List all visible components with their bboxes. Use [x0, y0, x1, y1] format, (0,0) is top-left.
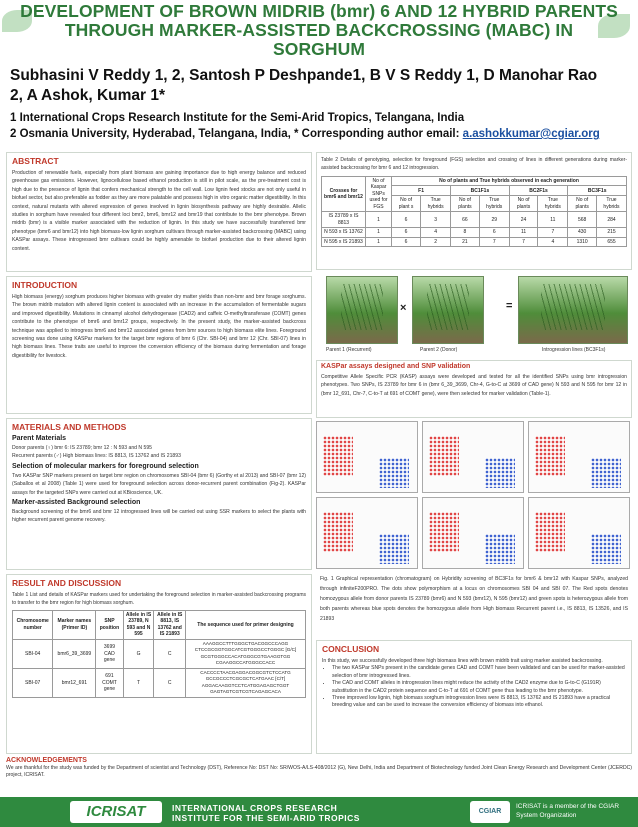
t1-cell: G [123, 639, 154, 668]
plants-figure [316, 274, 632, 360]
t2-sub-header: No of plant s [392, 196, 421, 212]
t2-cell: 6 [479, 228, 509, 238]
kaspar-section [316, 360, 632, 418]
table-row [13, 639, 306, 668]
intro-text: High biomass (energy) sorghum produces higher biomass with greater dry matter yields than non-bmr and bmr forage sorghums. The brown midrib mutation with altered lignin content is associated with an increase in the accumulation of fermentable sugars and improved digestibility. Mutations in cinnamyl alcohol dehydrogenase (CAD2) and caffeic O-methyltransferase (COMT) genes contribute to the phenotype of bmr6 and bmr12 groups, respectively. In the present study, the marker-assisted backcross technique was applied to introgress bmr6 and bmr12 associated genes from bmr sources to high biomass elite lines. Foreground screening was done using KASPar markers for the target bmr regions of bmr 6 (Chr. SBI-04) and bmr 12 (Chr. SBI-07) lines in high biomass lines. These traits are useful to improve the conversion efficiency of the biomass during fermentation and forage digestibility for livestock. [12, 294, 306, 359]
t2-cell: 7 [479, 237, 509, 247]
t1-header-cell: Marker names (Primer ID) [53, 610, 96, 639]
table-row [322, 237, 627, 247]
results-heading: RESULT AND DISCUSSION [12, 578, 122, 588]
t2-cell: 1310 [568, 237, 597, 247]
t2-cell: 11 [509, 228, 538, 238]
conclusion-bullet: • The CAD and COMT alleles in introgression lines might reduce the activity of the CAD2 enzyme due to G-to-C (G191R) substitution in the CAD2 protein sequence and C-to-T at 691 of COMT gene thus leading to the bmr phenotype. [332, 680, 626, 695]
kaspar-heading: KASPar assays designed and SNP validation [321, 363, 471, 370]
t2-gen-header: BC2F1s [509, 186, 568, 196]
blue-cluster [485, 534, 515, 564]
t1-cell: SBI-04 [13, 639, 53, 668]
cgiar-member-text: ICRISAT is a member of the CGIAR System Organization [516, 803, 620, 819]
intro-heading: INTRODUCTION [12, 280, 78, 290]
t2-cell: N 595 x IS 21893 [322, 237, 366, 247]
t1-header-cell: SNP position [96, 610, 123, 639]
t2-cell: 24 [509, 212, 538, 228]
parents-heading: Parent Materials [12, 435, 67, 442]
fig1-caption: Fig. 1 Graphical representation (chromatogram) on Hybridity screening of BC3F1s for bmr6 & bmr12 with Kaspar SNPs, analyzed through infiniteF200PRO. The dots show polymorphism at a locus on chromosomes SBI 04 and SBI 07. The Red spots denotes homozygous allele from donor parents IS 23789 (bmr6) and N 593 (bmr12), N 595 (bmr12) and green spots is heterozygous allele from both parents whereas blue spots denotes the homozygous allele from High biomass Recurrent parent i.e., IS 8813, IS 13526, and IS 21893 [320, 576, 628, 622]
t1-cell: AAAGGCCTTTGGGCTGACGGCCCAGG CTCCGCGGTGGCATCGTGGGCCTGGGC [G/C] GCGTGGGCCACATGGGCGTGAAGGTGG CGAAGGCCATGGGCCACC [186, 639, 306, 668]
t2-cell: 8 [451, 228, 480, 238]
t2-cell: 11 [538, 212, 568, 228]
ack-text: We are thankful for the study was funded by the Department of scientist and Technology (DST), Reference No: DST No: SR/WOS-A/LS-408/2012 (G), New Delhi, India and Department of Biotechnology funded Joint Clean Energy Research and Development Center (JCERDC) project, ICRISAT. [6, 765, 632, 778]
chromatogram-plot [316, 497, 418, 569]
chromatogram-plot [422, 497, 524, 569]
chromatogram-grid [316, 421, 632, 573]
t2-sub-header: True hybrids [421, 196, 451, 212]
results-section [6, 574, 312, 754]
caption-introgression: Introgression lines (BC3F1s) [542, 347, 606, 353]
t2-gen-header: F1 [392, 186, 451, 196]
conclusion-list [322, 665, 626, 709]
t2-cell: 3 [421, 212, 451, 228]
t1-cell: CACCCCTAACGAGGACGGCGTCTCCATG GCCGCCCTCGCGCTCATGAAC [C/T] AGGACAAGGTCCTCATGGAGAGCTGGT GAGTAGTCGTCGTCAGAGCACA [186, 668, 306, 697]
t1-cell: bmr12_691 [53, 668, 96, 697]
t2-sub-header: True hybrids [538, 196, 568, 212]
t1-header-cell: Chromosome number [13, 610, 53, 639]
background-heading: Marker-assisted Background selection [12, 499, 141, 507]
donor-parents: Donor parents (♀) bmr 6: IS 23789; bmr 12 : N 593 and N 595 [12, 445, 153, 451]
t2-group-header: No of plants and True hybrids observed in each generation [392, 176, 627, 186]
kaspar-text: Competitive Allele Specific PCR (KASP) assays were developed and tested for all the identified SNPs using bmr introgression phenotypes. Two SNPs, IS 23789 for bmr 6 in (bmr 6_39_3699, Chr-4, G-to-C at 3699 of CAD gene) N 593 and N 595 for bmr 12 in (bmr 12_691, Chr-7, C-to-T at 691 of COMT gene), were then selected for marker validation (Table-1). [321, 374, 627, 397]
red-cluster [323, 436, 353, 476]
affiliation-2: 2 Osmania University, Hyderabad, Telangana, India, * Corresponding author email: [10, 128, 460, 140]
table-row [322, 228, 627, 238]
t2-cross-header: Crosses for bmr6 and bmr12 [322, 176, 366, 212]
t2-cell: 568 [568, 212, 597, 228]
caption-recurrent: Parent 1 (Recurrent) [326, 347, 372, 353]
abstract-heading: ABSTRACT [12, 156, 59, 166]
t2-cell: 6 [392, 237, 421, 247]
t2-cell: 4 [538, 237, 568, 247]
org-name [172, 803, 360, 823]
t1-header-cell: Allele in IS 23789, N 593 and N 595 [123, 610, 154, 639]
affiliations [10, 110, 630, 142]
chromatogram-plot [316, 421, 418, 493]
t2-cell: 6 [392, 228, 421, 238]
org-line-2: INSTITUTE FOR THE SEMI-ARID TROPICS [172, 813, 360, 823]
t2-cell: 66 [451, 212, 480, 228]
t2-cell: 1 [366, 237, 392, 247]
conclusion-intro: In this study, we successfully developed three high biomass lines with brown midrib trait using marker assisted backcrossing. [322, 658, 603, 664]
chromatogram-plot [528, 421, 630, 493]
t2-sub-header: No of plants [451, 196, 480, 212]
red-cluster [535, 436, 565, 476]
selection-text: Two KASPar SNP markers present on target bmr region on chromosomes SBI-04 (bmr 6) (Gorthy et al 2013) and SBI-07 (bmr 12) (Saballos et al 2008) (Table 1) were used for foreground selection across donor-recurrent parent combination (Fig-2). KASPar assays for the targeted SNPs were carried out at KBioscience, UK. [12, 472, 306, 496]
t2-cell: N 593 x IS 13762 [322, 228, 366, 238]
table1-caption: Table 1 List and details of KASPar markers used for undertaking the foreground selection in marker-assisted backcrossing programs to transfer to the bmr region for high biomass sorghum. [12, 592, 306, 607]
t1-cell: 3699 CAD gene [96, 639, 123, 668]
t1-cell: C [154, 668, 186, 697]
email-link[interactable]: a.ashokkumar@cgiar.org [462, 128, 600, 140]
t2-cell: 1 [366, 212, 392, 228]
t2-sub-header: No of plants [509, 196, 538, 212]
t1-cell: bmr6_39_3699 [53, 639, 96, 668]
fig1-caption-block [316, 574, 632, 640]
methods-section [6, 418, 312, 570]
conclusion-bullet: • Three improved low lignin, high biomass sorghum introgression lines were IS 8813, IS 13762 and IS 21893 have a practical breeding value and can be used to increase the conversion efficiency of biomass into ethanol. [332, 695, 626, 710]
poster-title: DEVELOPMENT OF BROWN MIDRIB (bmr) 6 AND 12 HYBRID PARENTS THROUGH MARKER-ASSISTED BACKCROSSING (MABC) IN SORGHUM [20, 1, 618, 59]
methods-heading: MATERIALS AND METHODS [12, 422, 127, 432]
table2-caption: Table 2 Details of genotyping, selection for foreground (FGS) selection and crossing of lines in different generations during marker-assisted backcrossing for bmr 6 and 12 introgression. [321, 157, 627, 172]
background-text: Background screening of the bmr6 and bmr 12 introgressed lines will be carried out using SSR markers to select the plants with higher recurrent parent genome recovery. [12, 509, 306, 524]
donor-parent-photo [412, 276, 484, 344]
t1-header-cell: The sequence used for primer designing [186, 610, 306, 639]
table-row [322, 212, 627, 228]
introgression-photo [518, 276, 628, 344]
icrisat-logo: ICRISAT [70, 801, 162, 823]
t2-cell: IS 23789 x IS 8813 [322, 212, 366, 228]
t2-sub-header: True hybrids [596, 196, 626, 212]
t1-cell: SBI-07 [13, 668, 53, 697]
chromatogram-plot [422, 421, 524, 493]
poster-header [0, 0, 638, 150]
blue-cluster [485, 458, 515, 488]
t2-cell: 4 [421, 228, 451, 238]
cgiar-logo: CGIAR [470, 801, 510, 823]
t2-cell: 284 [596, 212, 626, 228]
selection-heading: Selection of molecular markers for foreground selection [12, 462, 199, 470]
blue-cluster [379, 458, 409, 488]
table-2 [321, 176, 627, 248]
abstract-section [6, 152, 312, 272]
t1-cell: C [154, 639, 186, 668]
red-cluster [535, 512, 565, 552]
abstract-text: Production of renewable fuels, especially from plant biomass are gaining importance due to high energy balance and reduced greenhouse gas emissions. However, lignocellulose based ethanol production is still in pilot scale, as the pre-treatment cost is high due to the presence of lignin that confers mechanical strength to the cell wall. Low lignin feed stocks are not only useful in biofuel sector, but also preferable as fodder as they are more palatable and possess high in vitro organic matter digestibility. In this context, natural mutants with altered expression of genes involved in lignin biosynthesis pathway are highly desirable. Allelic studies in sorghum have revealed four different loci bmr2, bmr6, bmr12 and bmr19 that contribute to the bmr phenotype. Brown midrib (bmr) is a visible marker associated with the reduction of lignin. In this study we have successfully transferred bmr phenotype (bmr6 and bmr12) into high biomass-low lignin sorghum cultivars through marker-assisted backcrossing (MABC) using KASPar assays. These introgressed bmr cultivars could be highly amenable to biofuel production due to their altered lignin content. [12, 170, 306, 252]
t2-cell: 6 [392, 212, 421, 228]
t2-cell: 7 [538, 228, 568, 238]
t1-header-cell: Allele in IS 8813, IS 13762 and IS 21893 [154, 610, 186, 639]
t2-sub-header: No of plants [568, 196, 597, 212]
blue-cluster [591, 458, 621, 488]
t2-cell: 7 [509, 237, 538, 247]
t1-cell: T [123, 668, 154, 697]
t2-cell: 430 [568, 228, 597, 238]
ack-heading: ACKNOWLEDGEMENTS [6, 757, 87, 764]
authors: Subhasini V Reddy 1, 2, Santosh P Deshpande1, B V S Reddy 1, D Manohar Rao 2, A Ashok, Kumar 1* [10, 67, 598, 104]
acknowledgements-section [6, 757, 632, 797]
t2-gen-header: BC1F1s [451, 186, 510, 196]
red-cluster [429, 512, 459, 552]
red-cluster [429, 436, 459, 476]
t2-cell: 29 [479, 212, 509, 228]
t2-cell: 1 [366, 228, 392, 238]
org-line-1: INTERNATIONAL CROPS RESEARCH [172, 803, 338, 813]
conclusion-heading: CONCLUSION [322, 644, 380, 654]
table-1 [12, 610, 306, 698]
t2-cell: 21 [451, 237, 480, 247]
conclusion-section [316, 640, 632, 754]
recurrent-parents: Recurrent parents (♂) High biomass lines: IS 8813, IS 13762 and IS 21893 [12, 453, 181, 460]
chromatogram-plot [528, 497, 630, 569]
table-row [13, 668, 306, 697]
blue-cluster [591, 534, 621, 564]
t1-cell: 691 COMT gene [96, 668, 123, 697]
t2-cell: 655 [596, 237, 626, 247]
footer-banner [0, 797, 638, 827]
t2-cell: 2 [421, 237, 451, 247]
caption-donor: Parent 2 (Donor) [420, 347, 458, 353]
t2-sub-header: True hybrids [479, 196, 509, 212]
blue-cluster [379, 534, 409, 564]
conclusion-bullet: • The two KASPar SNPs present in the candidate genes CAD and COMT have been validated and can be used for marker-assisted selection of bmr introgressed lines. [332, 665, 626, 680]
t2-gen-header: BC3F1s [568, 186, 627, 196]
recurrent-parent-photo [326, 276, 398, 344]
cross-symbol: × [400, 302, 407, 314]
t2-snps-header: No of Kaspar SNPs used for FGS [366, 176, 392, 212]
introduction-section [6, 276, 312, 414]
t2-cell: 215 [596, 228, 626, 238]
red-cluster [323, 512, 353, 552]
table2-section [316, 152, 632, 270]
equals-symbol: = [506, 300, 513, 312]
affiliation-1: 1 International Crops Research Institute for the Semi-Arid Tropics, Telangana, India [10, 112, 465, 124]
